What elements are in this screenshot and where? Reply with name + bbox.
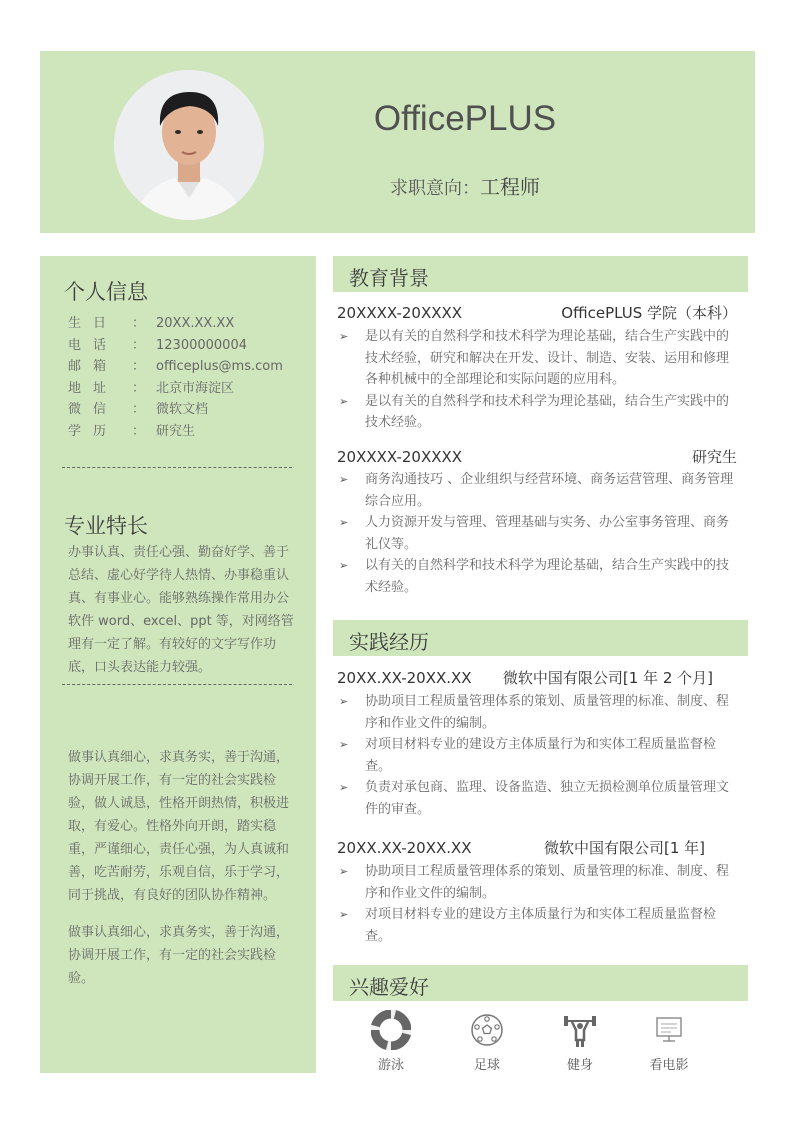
education-entry-header <box>337 446 737 468</box>
entry-date: 20XX.XX-20XX.XX <box>337 839 472 857</box>
fitness-icon <box>560 1010 600 1050</box>
entry-org: 微软中国有限公司[1 年 2 个月] <box>502 669 713 687</box>
hobby-movie <box>639 1010 699 1073</box>
hobby-label: 足球 <box>473 1058 500 1073</box>
info-row: 微信 ： 微软文档 <box>68 402 209 417</box>
list-item: ➢ 以有关的自然科学和技术科学为理论基础，结合生产实践中的技术经验。 <box>337 555 737 598</box>
email-value: officeplus@ms.com <box>156 359 283 374</box>
swim-ring-icon <box>371 1010 411 1050</box>
practice-entry-list <box>337 691 737 821</box>
entry-date: 20XXXX-20XXXX <box>337 304 463 322</box>
list-item: ➢ 是以有关的自然科学和技术科学为理论基础，结合生产实践中的技术经验。 <box>337 391 737 434</box>
profile-photo <box>114 70 264 220</box>
list-item: ➢ 是以有关的自然科学和技术科学为理论基础，结合生产实践中的技术经验，研究和解决在开发、设计、制造、安装、运用和修理各种机械中的全部理论和实际问题的应用科。 <box>337 326 737 391</box>
education-title: 教育背景 <box>349 266 429 290</box>
skills-text: 办事认真、责任心强、勤奋好学、善于总结、虚心好学待人热情、办事稳重认真、有事业心。能够熟练操作常用办公软件 word、excel、ppt 等，对网络管理有一定了解。有较好的文字写作功底，口头表达能力较强。 <box>68 545 294 675</box>
entry-date: 20XXXX-20XXXX <box>337 448 463 466</box>
practice-entry-list <box>337 861 737 947</box>
entry-org: 研究生 <box>691 448 737 466</box>
football-icon <box>467 1010 507 1050</box>
education-level-value: 研究生 <box>156 423 196 439</box>
practice-entry-header <box>337 667 737 689</box>
list-item: ➢ 对项目材料专业的建设方主体质量行为和实体工程质量监督检查。 <box>337 904 737 947</box>
list-item: ➢ 协助项目工程质量管理体系的策划、质量管理的标准、制度、程序和作业文件的编制。 <box>337 691 737 734</box>
practice-section-header <box>333 620 748 656</box>
hobby-label: 健身 <box>566 1058 593 1073</box>
job-intent <box>320 171 610 200</box>
skills-title: 专业特长 <box>64 514 148 538</box>
info-row: 电话 ： 12300000004 <box>68 337 247 353</box>
hobby-label: 游泳 <box>377 1058 404 1073</box>
entry-org: OfficePLUS 学院（本科） <box>561 304 737 322</box>
entry-org: 微软中国有限公司[1 年] <box>543 839 705 857</box>
address-value: 北京市海淀区 <box>156 380 235 396</box>
education-entry-header <box>337 302 737 324</box>
hobbies-section-header <box>333 965 748 1001</box>
list-item: ➢ 协助项目工程质量管理体系的策划、质量管理的标准、制度、程序和作业文件的编制。 <box>337 861 737 904</box>
divider <box>62 684 292 685</box>
hobby-swim <box>361 1010 421 1073</box>
job-intent-label: 求职意向： <box>390 178 480 199</box>
list-item: ➢ 负责对承包商、监理、设备监造、独立无损检测单位质量管理文件的审查。 <box>337 777 737 820</box>
practice-entry-header <box>337 837 737 859</box>
list-item: ➢ 对项目材料专业的建设方主体质量行为和实体工程质量监督检查。 <box>337 734 737 777</box>
education-entry-list <box>337 326 737 434</box>
wechat-value: 微软文档 <box>156 402 209 417</box>
hobbies-row <box>333 1004 748 1074</box>
personal-info-list <box>68 313 283 442</box>
list-item: ➢ 商务沟通技巧 、企业组织与经营环境、商务运营管理、商务管理综合应用。 <box>337 469 737 512</box>
divider <box>62 467 292 468</box>
hobbies-title: 兴趣爱好 <box>349 975 429 999</box>
phone-value: 12300000004 <box>156 337 247 353</box>
info-row: 地址 ： 北京市海淀区 <box>68 380 235 396</box>
entry-date: 20XX.XX-20XX.XX <box>337 669 472 687</box>
practice-title: 实践经历 <box>349 630 429 654</box>
header-banner <box>40 51 755 233</box>
hobby-fitness <box>550 1010 610 1073</box>
hobby-label: 看电影 <box>649 1058 689 1073</box>
education-section-header <box>333 256 748 292</box>
avatar <box>114 70 264 220</box>
education-entry-list <box>337 469 737 599</box>
job-intent-value: 工程师 <box>480 175 540 199</box>
hobby-football <box>457 1010 517 1073</box>
candidate-name: OfficePLUS <box>373 99 557 138</box>
movie-icon <box>649 1010 689 1050</box>
self-evaluation-text-2: 做事认真细心，求真务实，善于沟通，协调开展工作，有一定的社会实践检验。 <box>68 925 290 986</box>
personal-info-title: 个人信息 <box>64 280 148 304</box>
list-item: ➢ 人力资源开发与管理、管理基础与实务、办公室事务管理、商务礼仪等。 <box>337 512 737 555</box>
info-row: 邮箱 ： officeplus@ms.com <box>68 359 283 374</box>
info-row: 学历 ： 研究生 <box>68 423 196 439</box>
self-evaluation-text: 做事认真细心，求真务实，善于沟通，协调开展工作，有一定的社会实践检验，做人诚恳，性格开朗热情，积极进取，有爱心。性格外向开朗，踏实稳重，严谨细心，责任心强，为人真诚和善，吃苦耐劳，乐观自信，乐于学习，同于挑战，有良好的团队协作精神。 <box>68 750 290 903</box>
birthday-value: 20XX.XX.XX <box>156 316 235 331</box>
left-sidebar <box>40 256 316 1073</box>
info-row: 生日 ： 20XX.XX.XX <box>68 316 235 331</box>
